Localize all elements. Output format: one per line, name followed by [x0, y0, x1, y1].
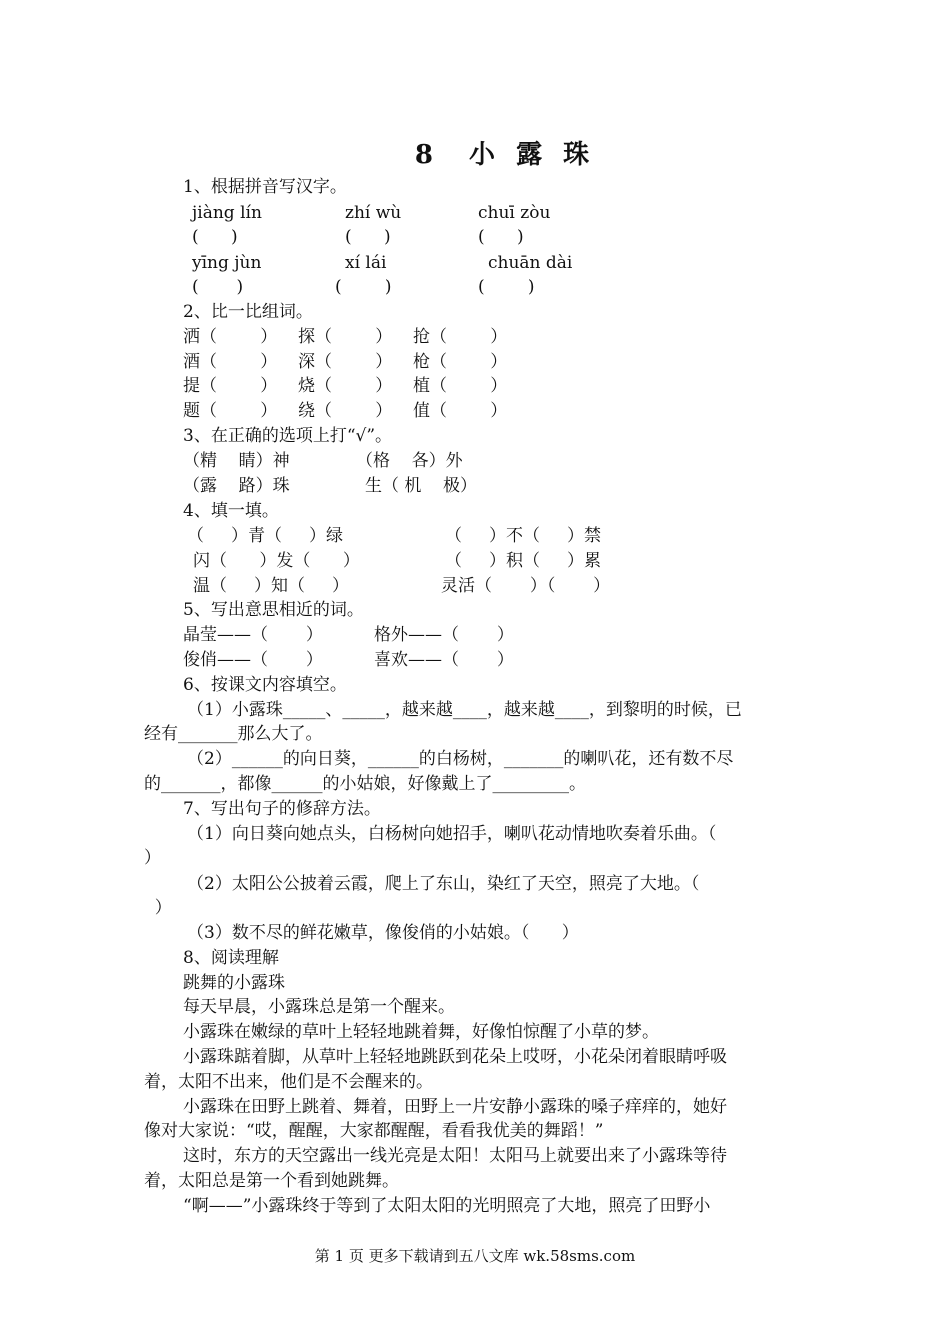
q2-cell: 抢（ ） — [413, 327, 508, 347]
q6-line: （1）小露珠_____、_____，越来越____，越来越____，到黎明的时候，已 — [187, 700, 742, 720]
q2-cell: 深（ ） — [298, 352, 393, 372]
q5-cell: 俊俏——（ ） — [183, 650, 323, 670]
story-line: 小露珠在田野上跳着、舞着，田野上一片安静小露珠的嗓子痒痒的，她好 — [183, 1097, 727, 1117]
pinyin-5: xí lái — [345, 253, 387, 273]
q3-heading: 3、在正确的选项上打“√”。 — [183, 426, 393, 446]
q2-cell: 绕（ ） — [298, 401, 393, 421]
blank-4: ( ) — [192, 277, 244, 297]
q2-cell: 枪（ ） — [413, 352, 508, 372]
q5-cell: 喜欢——（ ） — [374, 650, 514, 670]
q5-cell: 晶莹——（ ） — [183, 625, 323, 645]
pinyin-6: chuān dài — [488, 253, 573, 273]
q6-line: 经有_______那么大了。 — [144, 724, 323, 744]
q2-cell: 植（ ） — [413, 376, 508, 396]
page-title: 8 小 露 珠 — [414, 140, 596, 170]
blank-5: ( ) — [335, 277, 392, 297]
q5-heading: 5、写出意思相近的词。 — [183, 600, 364, 620]
q2-heading: 2、比一比组词。 — [183, 302, 313, 322]
story-line: 每天早晨，小露珠总是第一个醒来。 — [183, 997, 455, 1017]
q7-line: ） — [144, 848, 161, 868]
q2-cell: 值（ ） — [413, 401, 508, 421]
story-line: 像对大家说：“哎，醒醒，大家都醒醒，看看我优美的舞蹈！” — [144, 1121, 604, 1141]
q7-line: （1）向日葵向她点头，白杨树向她招手，喇叭花动情地吹奏着乐曲。（ — [187, 824, 717, 844]
q8-heading: 8、阅读理解 — [183, 948, 279, 968]
q6-heading: 6、按课文内容填空。 — [183, 675, 347, 695]
q4-cell: （ ）青（ ）绿 — [187, 526, 344, 546]
q4-cell: 温（ ）知（ ） — [193, 576, 350, 596]
q4-cell: 灵活（ ）（ ） — [441, 576, 611, 596]
q3-option: （精 睛）神 — [183, 451, 290, 471]
q4-cell: （ ）积（ ）累 — [445, 551, 602, 571]
q2-cell: 探（ ） — [298, 327, 393, 347]
pinyin-4: yīng jùn — [192, 253, 262, 273]
blank-2: ( ) — [345, 227, 391, 247]
q2-cell: 洒（ ） — [183, 327, 278, 347]
q3-option: （露 路）珠 — [183, 476, 290, 496]
q7-line: （2）太阳公公披着云霞，爬上了东山，染红了天空，照亮了大地。（ — [187, 874, 700, 894]
blank-1: ( ) — [192, 227, 238, 247]
pinyin-3: chuī zòu — [478, 203, 551, 223]
q2-cell: 酒（ ） — [183, 352, 278, 372]
q2-cell: 提（ ） — [183, 376, 278, 396]
q1-heading: 1、根据拼音写汉字。 — [183, 177, 347, 197]
blank-3: ( ) — [478, 227, 524, 247]
q5-cell: 格外——（ ） — [374, 625, 514, 645]
story-line: 着，太阳总是第一个看到她跳舞。 — [144, 1171, 399, 1191]
story-line: 小露珠在嫩绿的草叶上轻轻地跳着舞，好像怕惊醒了小草的梦。 — [183, 1022, 659, 1042]
pinyin-2: zhí wù — [345, 203, 402, 223]
story-line: 小露珠踮着脚，从草叶上轻轻地跳跃到花朵上哎呀，小花朵闭着眼睛呼吸 — [183, 1047, 727, 1067]
q2-cell: 烧（ ） — [298, 376, 393, 396]
story-line: 着，太阳不出来，他们是不会醒来的。 — [144, 1072, 433, 1092]
q7-heading: 7、写出句子的修辞方法。 — [183, 799, 381, 819]
story-line: 这时，东方的天空露出一线光亮是太阳！太阳马上就要出来了小露珠等待 — [183, 1146, 727, 1166]
blank-6: ( ) — [478, 277, 535, 297]
story-title: 跳舞的小露珠 — [183, 973, 285, 993]
pinyin-1: jiàng lín — [192, 203, 262, 223]
q3-option: （格 各）外 — [356, 451, 463, 471]
q4-heading: 4、填一填。 — [183, 501, 279, 521]
q2-cell: 题（ ） — [183, 401, 278, 421]
q7-line: ） — [144, 898, 172, 918]
q4-cell: 闪（ ）发（ ） — [193, 551, 360, 571]
q4-cell: （ ）不（ ）禁 — [445, 526, 602, 546]
story-line: “啊——”小露珠终于等到了太阳太阳的光明照亮了大地，照亮了田野小 — [183, 1196, 711, 1216]
q7-line: （3）数不尽的鲜花嫩草，像俊俏的小姑娘。（ ） — [187, 923, 579, 943]
q6-line: （2）______的向日葵，______的白杨树，_______的喇叭花，还有数不尽 — [187, 749, 734, 769]
q3-option: 生（ 机 极） — [365, 476, 478, 496]
page-footer: 第 1 页 更多下载请到五八文库 wk.58sms.com — [314, 1247, 636, 1265]
q6-line: 的_______，都像______的小姑娘，好像戴上了_________。 — [144, 774, 586, 794]
